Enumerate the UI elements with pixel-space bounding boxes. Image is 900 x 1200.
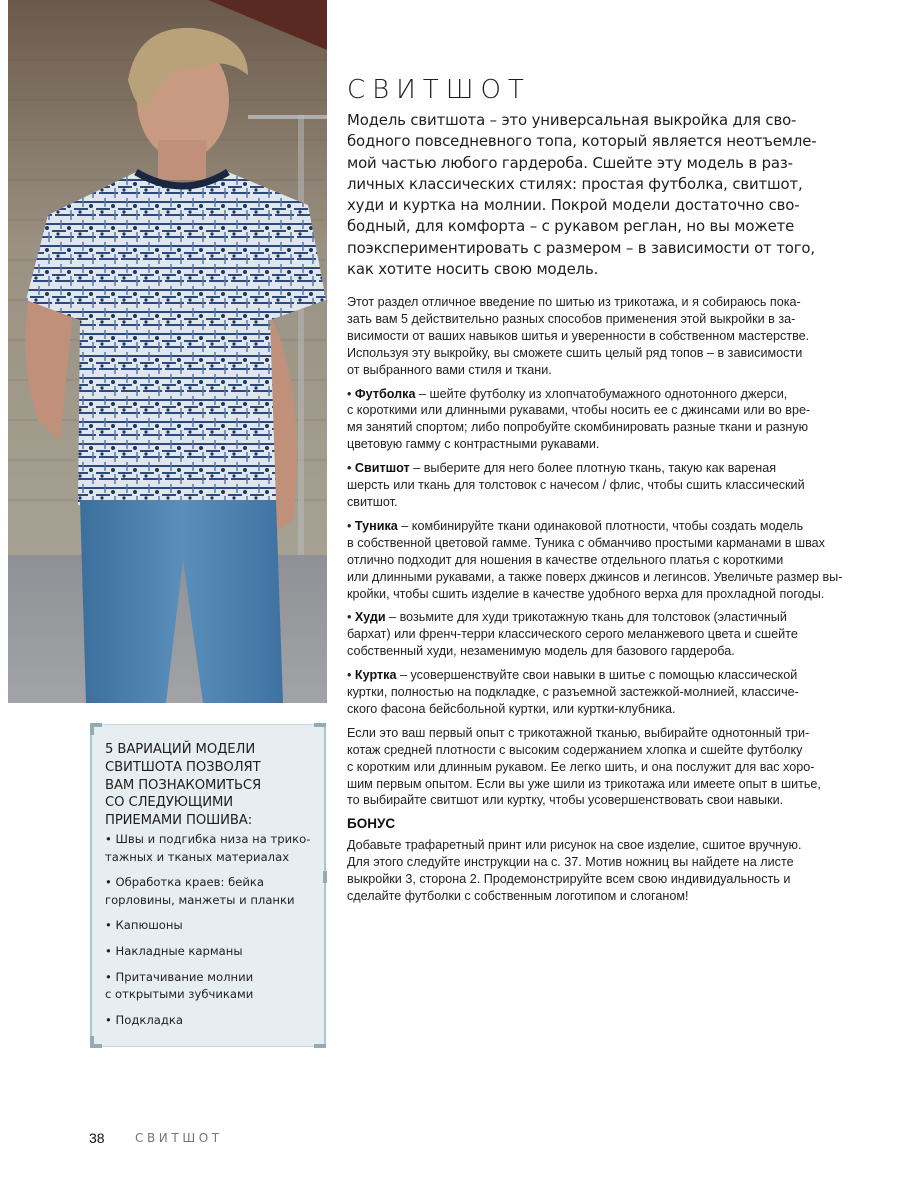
sidebar-heading: [105, 741, 320, 830]
lead-line: личных классических стилях: простая футболка, свитшот,: [347, 174, 803, 193]
photo-man-in-printed-tshirt: [8, 0, 327, 703]
list-item: [105, 943, 323, 961]
text-line: Используя эту выкройку, вы сможете сшить целый ряд топов – в зависимости: [347, 345, 803, 360]
bullet-sweatshirt: [347, 460, 837, 511]
bullet-first-line: • Куртка – усовершенствуйте свои навыки в шитье с помощью классической: [347, 668, 798, 683]
list-item-line: • Швы и подгибка низа на трико-: [105, 832, 311, 846]
text-line: Для этого следуйте инструкции на с. 37. Мотив ножниц вы найдете на листе: [347, 855, 794, 870]
list-item-line: • Капюшоны: [105, 918, 183, 933]
text-line: с коротким или длинным рукавом. Ее легко шить, и она послужит для вас хоро-: [347, 759, 815, 774]
list-item-line: горловины, манжеты и планки: [105, 892, 295, 907]
text-line: Добавьте трафаретный принт или рисунок на свое изделие, сшитое вручную.: [347, 838, 802, 853]
list-item-line: • Накладные карманы: [105, 943, 243, 958]
page-title: СВИТШОТ: [347, 75, 531, 105]
text-line: выкройки 3, сторона 2. Продемонстрируйте всем свою индивидуальность и: [347, 872, 791, 887]
lead-line: Модель свитшота – это универсальная выкройка для сво-: [347, 111, 797, 129]
text-line: Этот раздел отличное введение по шитью из трикотажа, и я собираюсь пока-: [347, 295, 801, 309]
photo-illustration: [8, 0, 327, 703]
bullet-first-line: • Туника – комбинируйте ткани одинаковой плотности, чтобы создать модель: [347, 518, 804, 533]
corner-accent: [90, 723, 94, 735]
bullet-term: Худи: [354, 610, 386, 625]
lead-line: как хотите носить свою модель.: [347, 260, 599, 279]
list-item-line: тажных и тканых материалах: [105, 849, 290, 864]
border-accent: [323, 871, 327, 883]
lead-line: худи и куртка на молнии. Покрой модели достаточно сво-: [347, 196, 800, 215]
heading-line: СВИТШОТА ПОЗВОЛЯТ: [105, 759, 261, 775]
text-line: куртки, полностью на подкладке, с разъемной застежкой-молнией, классиче-: [347, 685, 799, 700]
text-line: от выбранного вами стиля и ткани.: [347, 362, 552, 377]
bullet-tshirt: [347, 386, 837, 454]
text-line: отлично подходит для ношения в качестве отдельного платья с короткими: [347, 552, 784, 567]
text-line: котаж средней плотности с высоким содержанием хлопка и сшейте футболку: [347, 742, 803, 757]
bonus-paragraph: [347, 837, 837, 905]
bullet-text: – усовершенствуйте свои навыки в шитье с помощью классической: [396, 668, 798, 683]
corner-accent: [314, 1044, 326, 1048]
text-line: с короткими или длинными рукавами, чтобы носить ее с джинсами или во вре-: [347, 403, 811, 418]
body-text: [347, 294, 843, 912]
heading-line: 5 ВАРИАЦИЙ МОДЕЛИ: [105, 742, 256, 757]
bullet-text: – комбинируйте ткани одинаковой плотности, чтобы создать модель: [397, 518, 804, 533]
bullet-term: Футболка: [354, 386, 416, 401]
lead-line: бодного повседневного топа, который является неотъемле-: [347, 132, 817, 151]
bullet-first-line: • Худи – возьмите для худи трикотажную ткань для толстовок (эластичный: [347, 610, 787, 625]
techniques-sidebar: [90, 724, 326, 1047]
list-item: [105, 1012, 323, 1030]
advice-paragraph: [347, 725, 837, 810]
text-line: висимости от ваших навыков шитья и уверенности в собственном мастерстве.: [347, 328, 810, 343]
lead-line: поэкспериментировать с размером – в зависимости от того,: [347, 238, 815, 257]
bonus-heading: БОНУС: [347, 816, 396, 832]
bullet-text: – шейте футболку из хлопчатобумажного однотонного джерси,: [415, 386, 788, 401]
text-line: свитшот.: [347, 494, 398, 509]
text-line: или длинными рукавами, а также поверх джинсов и легинсов. Увеличьте размер вы-: [347, 569, 843, 584]
list-item: [105, 917, 323, 935]
list-item-line: • Притачивание молнии: [105, 969, 254, 984]
heading-line: ВАМ ПОЗНАКОМИТЬСЯ: [105, 777, 262, 793]
techniques-list: [105, 831, 323, 1037]
text-line: шерсть или ткань для толстовок с начесом / флис, чтобы сшить классический: [347, 478, 805, 493]
text-line: ского фасона бейсбольной куртки, или куртки-клубника.: [347, 701, 676, 716]
text-line: зать вам 5 действительно разных способов применения этой выкройки в за-: [347, 311, 796, 326]
bullet-text: – выберите для него более плотную ткань, такую как вареная: [409, 461, 777, 476]
bullet-tunic: [347, 518, 843, 603]
text-line: сделайте футболки с собственным логотипом и слоганом!: [347, 889, 689, 903]
bullet-hoodie: [347, 609, 837, 660]
list-item: [105, 831, 323, 866]
text-line: цветовую гамму с контрастными рукавами.: [347, 437, 600, 452]
text-line: то выбирайте свитшот или куртку, чтобы усовершенствовать свои навыки.: [347, 793, 784, 808]
heading-line: СО СЛЕДУЮЩИМИ: [105, 795, 234, 811]
lead-paragraph: [347, 110, 827, 280]
bullet-term: Свитшот: [354, 461, 410, 476]
text-line: собственный худи, незаменимую модель для базового гардероба.: [347, 644, 735, 659]
text-line: бархат) или френч-терри классического серого меланжевого цвета и сшейте: [347, 627, 798, 642]
corner-accent: [314, 723, 326, 727]
running-title: СВИТШОТ: [135, 1131, 223, 1145]
lead-line: бодный, для комфорта – с рукавом реглан, но вы можете: [347, 217, 795, 236]
bullet-jacket: [347, 667, 837, 718]
bullet-term: Куртка: [354, 668, 397, 683]
intro-paragraph: [347, 294, 837, 379]
bullet-term: Туника: [354, 518, 398, 533]
list-item-line: • Обработка краев: бейка: [105, 875, 265, 890]
bullet-first-line: • Свитшот – выберите для него более плотную ткань, такую как вареная: [347, 461, 777, 476]
text-line: кройки, чтобы сшить изделие в качестве удобного верха для прохладной погоды.: [347, 586, 825, 601]
lead-line: мой частью любого гардероба. Сшейте эту модель в раз-: [347, 153, 793, 172]
text-line: мя занятий спортом; либо попробуйте скомбинировать разные ткани и разную: [347, 420, 809, 435]
page-number: 38: [89, 1130, 105, 1146]
list-item-line: • Подкладка: [105, 1012, 183, 1027]
list-item-line: с открытыми зубчиками: [105, 987, 254, 1002]
text-line: шим первым опытом. Если вы уже шили из трикотажа или имеете опыт в шитье,: [347, 776, 821, 791]
list-item: [105, 969, 323, 1004]
text-line: Если это ваш первый опыт с трикотажной тканью, выбирайте однотонный три-: [347, 725, 810, 740]
bullet-text: – возьмите для худи трикотажную ткань для толстовок (эластичный: [385, 610, 787, 625]
heading-line: ПРИЕМАМИ ПОШИВА:: [105, 813, 253, 829]
bullet-first-line: • Футболка – шейте футболку из хлопчатобумажного однотонного джерси,: [347, 386, 788, 401]
corner-accent: [90, 1036, 94, 1048]
text-line: в собственной цветовой гамме. Туника с обманчиво простыми карманами в швах: [347, 535, 825, 550]
list-item: [105, 874, 323, 909]
